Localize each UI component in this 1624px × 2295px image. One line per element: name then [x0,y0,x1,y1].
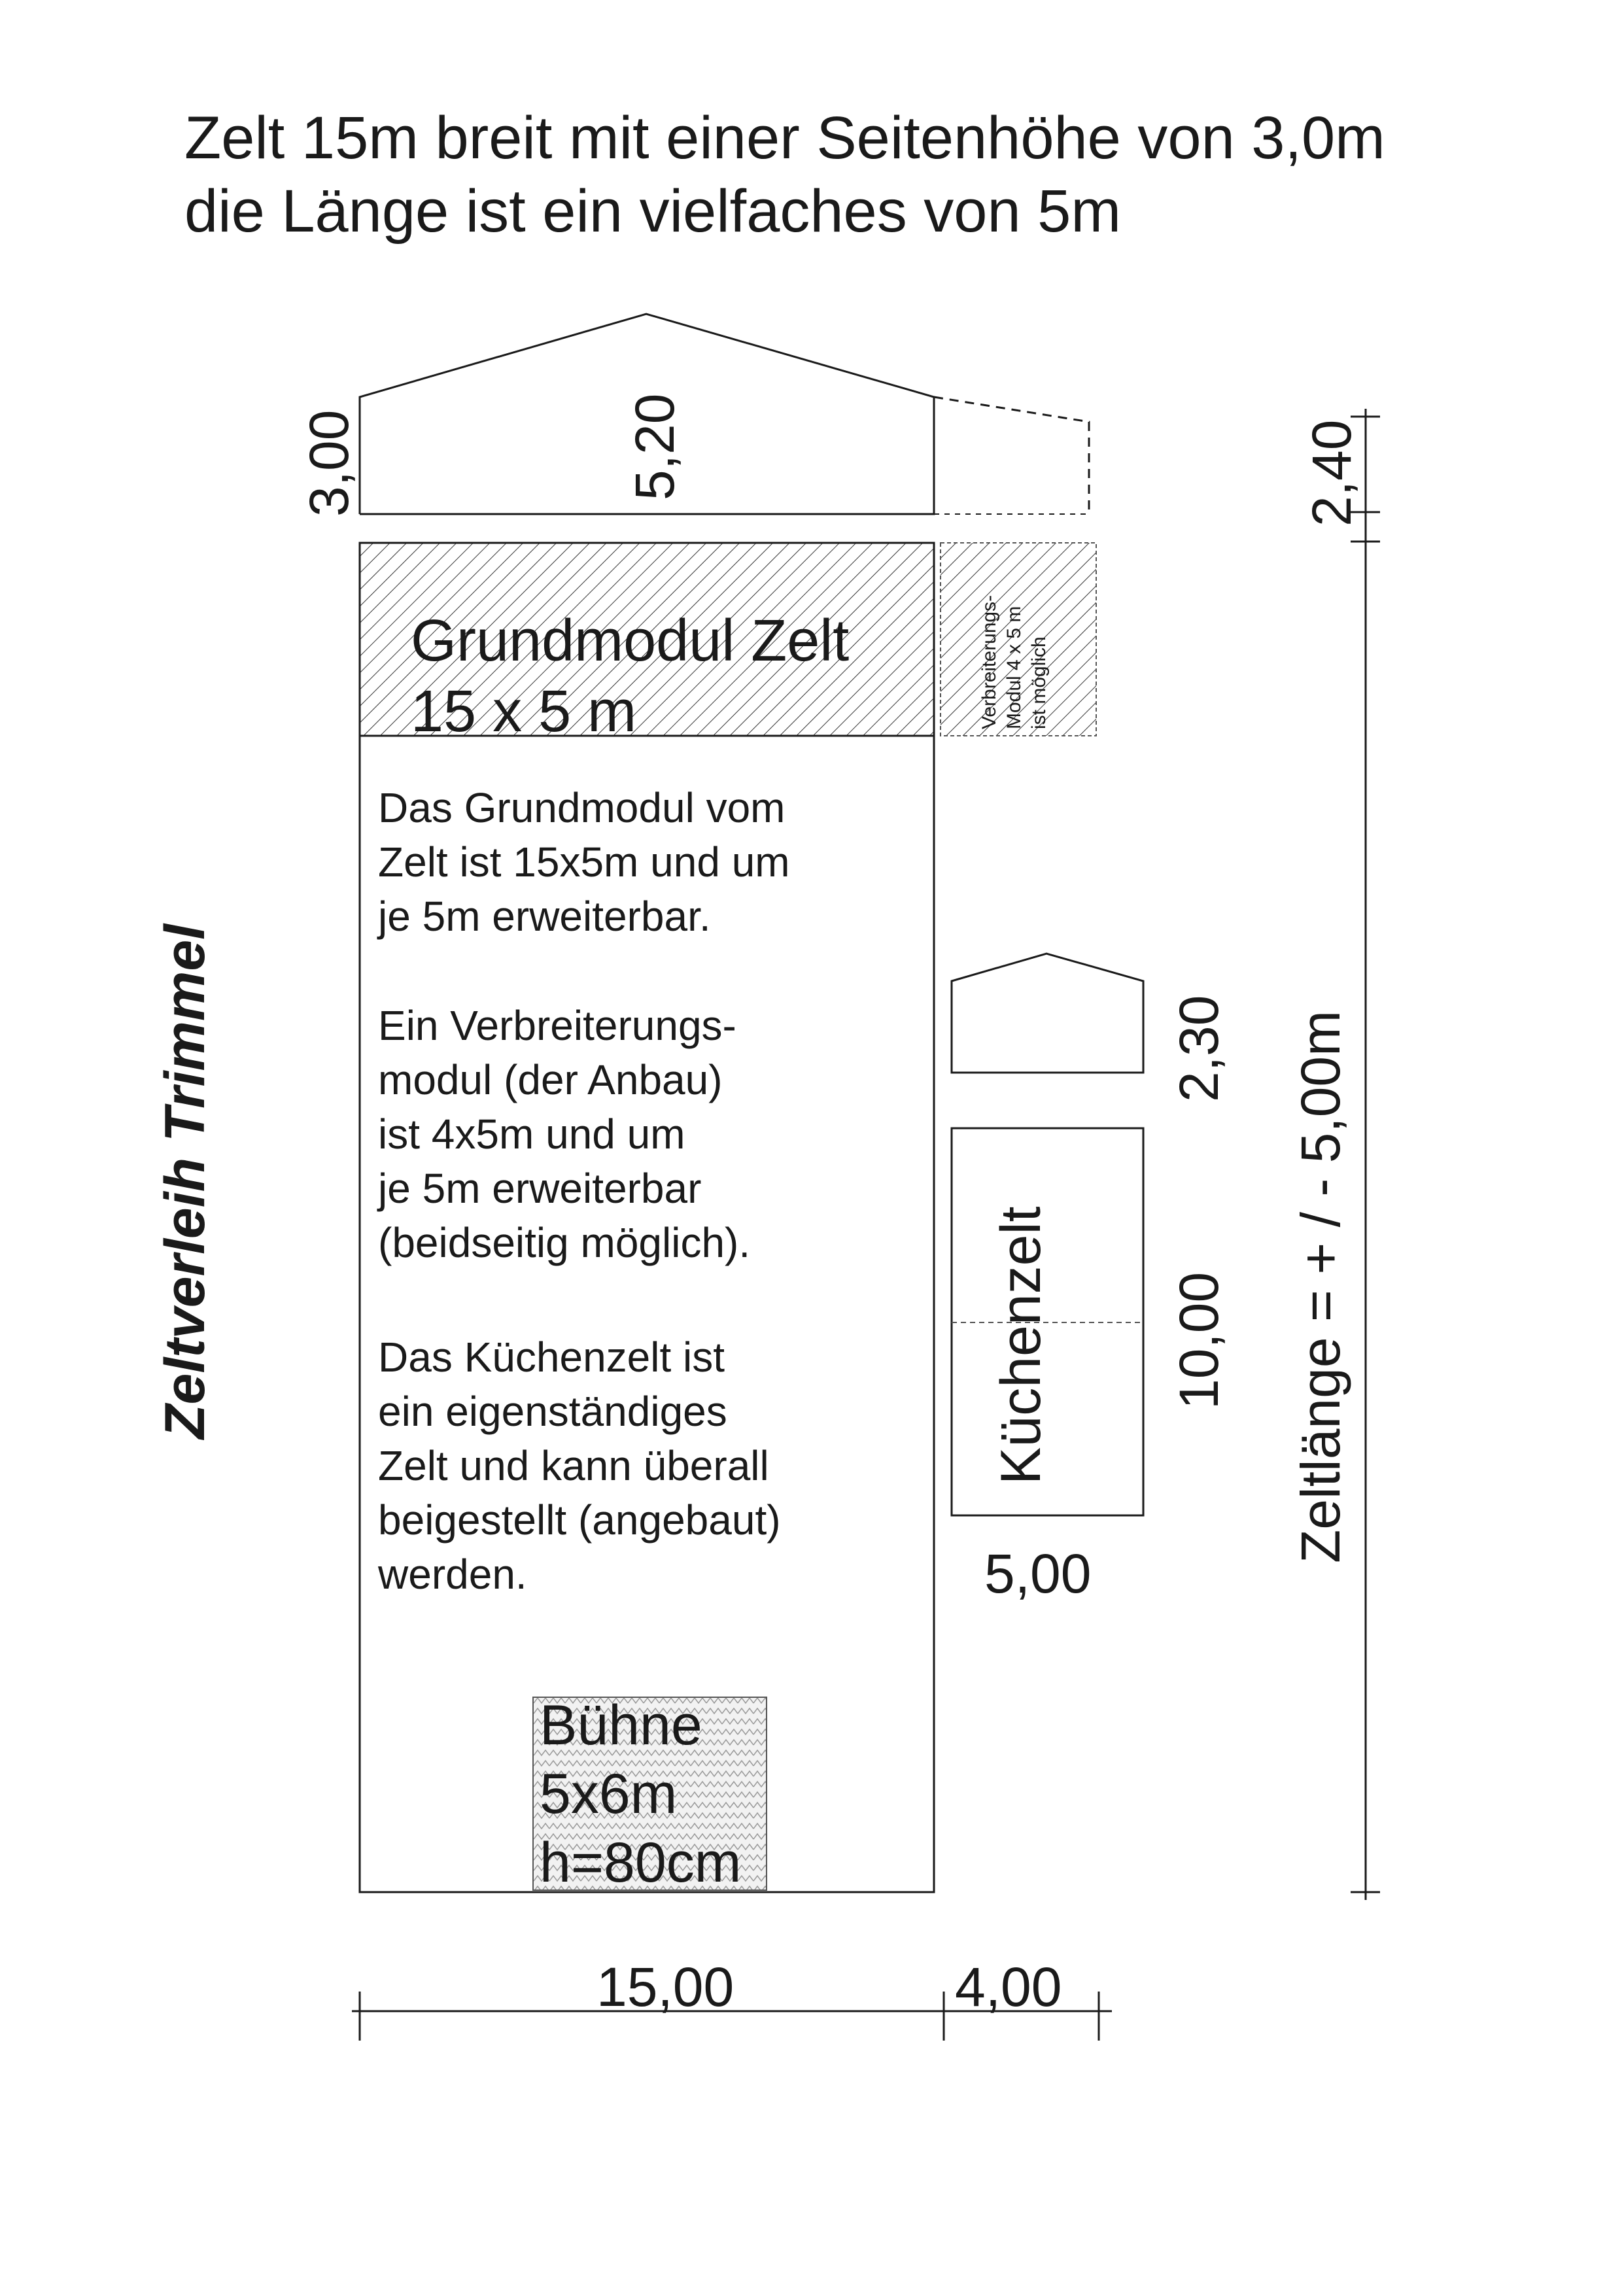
description-p3-line: ein eigenständiges [378,1388,727,1435]
kitchen-width-label: 5,00 [984,1543,1092,1604]
description-p1-line: Zelt ist 15x5m und um [378,838,790,886]
kitchen-tent-label: Küchenzelt [990,1206,1052,1485]
description-p1-line: Das Grundmodul vom [378,784,786,831]
description-p2-line: modul (der Anbau) [378,1056,723,1103]
description-p2-line: je 5m erweiterbar [378,1165,702,1212]
description-p3-line: Das Küchenzelt ist [378,1334,725,1381]
kitchen-tent-profile [952,954,1143,1073]
description-p1-line: je 5m erweiterbar. [378,893,711,940]
stage-height: h=80cm [540,1831,742,1894]
kitchen-height-label: 2,30 [1168,995,1230,1102]
base-module-size: 15 x 5 m [411,679,637,744]
stage-label: Bühne [540,1694,702,1757]
tent-profile [360,314,1089,514]
stage-size: 5x6m [540,1763,678,1825]
annex-height-label: 2,40 [1301,419,1362,526]
side-height-label: 3,00 [298,409,360,517]
annex-module-line-2: Modul 4 x 5 m [1003,606,1025,729]
annex-module-line-1: Verbreiterungs- [978,595,1000,729]
description-p3-line: Zelt und kann überall [378,1442,769,1489]
description-p2-line: Ein Verbreiterungs- [378,1002,736,1049]
description-p3-line: beigestellt (angebaut) [378,1496,781,1544]
header-line-2: die Länge ist ein vielfaches von 5m [184,178,1121,245]
annex-width-label: 4,00 [955,1956,1062,2018]
header-line-1: Zelt 15m breit mit einer Seitenhöhe von 3,0m [184,105,1385,171]
base-module-title: Grundmodul Zelt [411,608,850,674]
kitchen-length-label: 10,00 [1168,1271,1230,1409]
description-p3-line: werden. [378,1551,527,1598]
main-tent-outline [360,543,934,1892]
description-p2-line: ist 4x5m und um [378,1111,685,1158]
ridge-height-label: 5,20 [624,393,685,500]
company-name: Zeltverleih Trimmel [154,923,216,1439]
tent-length-label: Zeltlänge = + / - 5,00m [1290,1010,1351,1563]
annex-module-line-3: ist möglich [1028,636,1050,729]
description-block [377,784,790,1598]
main-width-label: 15,00 [596,1956,734,2018]
description-p2-line: (beidseitig möglich). [378,1219,751,1266]
length-dimension-line [1351,409,1380,1900]
